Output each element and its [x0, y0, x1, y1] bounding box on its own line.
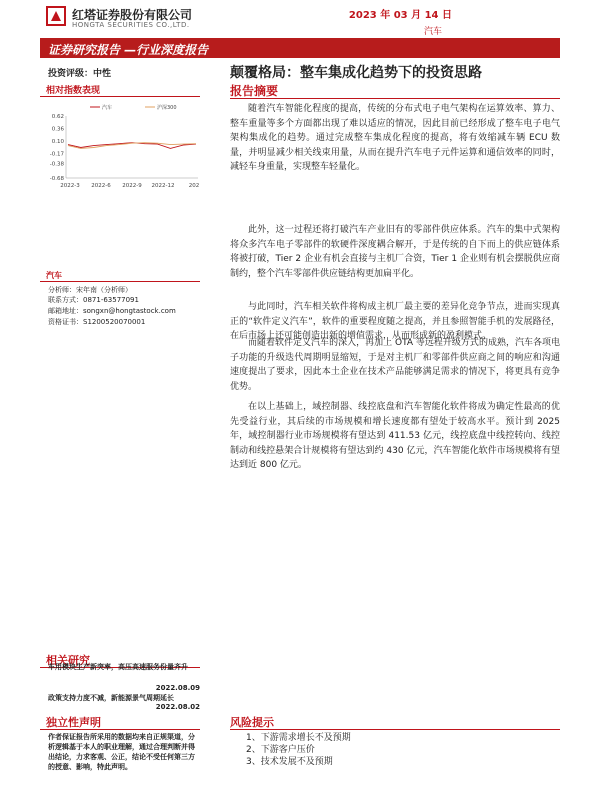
related-report-date: 2022.08.09: [155, 684, 200, 692]
summary-paragraph: 与此同时，汽车相关软件将构成主机厂最主要的差异化竞争节点，进而实现真正的“软件定义汽车”，软件的重要程度随之提高，并且参照智能手机的发展路径，在后市场上还可能创造出新的增值需求，从而形成新的盈利模式。: [230, 302, 560, 341]
report-title: 颠覆格局：整车集成化趋势下的投资思路: [230, 65, 482, 81]
divider: [230, 729, 560, 730]
legend-label: 汽车: [102, 105, 113, 111]
risk-item: 1、下游需求增长不及预期: [246, 733, 351, 743]
report-date: 2023 年 03 月 14 日: [348, 10, 452, 21]
divider: [40, 281, 200, 282]
analyst-email[interactable]: 邮箱地址：songxn@hongtastock.com: [48, 307, 176, 315]
summary-paragraph: 在以上基础上，域控制器、线控底盘和汽车智能化软件将成为确定性最高的优先受益行业，其后续的市场规模和增长速度都有望处于较高水平。预计到 2025 年，域控制器行业市场规模将有望达到 411.53 亿元，线控底盘中线控转向、线控制动和线控悬架合计规模将有望达到约 430 亿元，汽车智能化软件市场规模将有望达到近 800 亿元。: [230, 402, 560, 470]
y-tick-label: 0.62: [51, 114, 64, 120]
related-report-link[interactable]: 政策支持力度不减，新能源景气周期延长: [48, 694, 174, 702]
series-line-1: [68, 143, 196, 149]
divider: [230, 98, 560, 99]
banner-text: 证券研究报告 —行业深度报告: [48, 43, 209, 57]
related-report-date: 2022.08.02: [155, 703, 200, 711]
legend-label: 沪深300: [157, 105, 177, 111]
analyst-certificate: 资格证书：S1200520070001: [48, 318, 146, 326]
company-logo: [46, 6, 66, 26]
company-name: 红塔证券股份有限公司: [72, 8, 193, 22]
x-tick-label: 2022-9: [122, 183, 142, 189]
relative-index-title: 相对指数表现: [46, 86, 101, 96]
x-tick-label: 2022-6: [91, 183, 111, 189]
relative-index-chart: [40, 100, 202, 195]
x-tick-label: 202: [188, 183, 200, 189]
summary-heading: 报告摘要: [230, 84, 279, 98]
report-type-banner: [40, 38, 560, 58]
investment-rating: 投资评级：中性: [48, 69, 112, 79]
disclaimer-heading: 独立性声明: [46, 716, 101, 729]
summary-paragraph: 随着汽车智能化程度的提高，传统的分布式电子电气架构在运算效率、算力、整车重量等多个方面都出现了难以适应的情况，因此目前已经形成了整车电子电气架构集成化的趋势。通过完成整车集成化程度的提高，将有效缩减车辆 ECU 数量，并明显减少相关线束用量，从而在提升汽车电子元件运算和通信效率的同时，减轻车身重量，实现整车轻量化。: [230, 104, 560, 172]
divider: [40, 729, 200, 730]
analyst-phone: 联系方式：0871-63577091: [48, 296, 139, 304]
disclaimer-text: 作者保证报告所采用的数据均来自正规渠道，分析逻辑基于本人的职业理解，通过合理判断并得出结论，力求客观、公正，结论不受任何第三方的授意、影响，特此声明。: [48, 733, 195, 771]
header-sector: 汽车: [423, 27, 442, 37]
y-tick-label: 0.36: [51, 126, 64, 133]
summary-paragraph: 此外，这一过程还将打破汽车产业旧有的零部件供应体系。汽车的集中式架构将众多汽车电子零部件的软硬件深度耦合解开，于是传统的自下而上的供应链体系将被打破，Tier 2 企业有机会直接与主机厂合资，Tier 1 企业则有机会摆脱供应商制约，整个汽车零部件供应链结构更加扁平化。: [230, 225, 560, 279]
divider: [40, 96, 200, 97]
y-tick-label: -0.38: [49, 161, 64, 168]
x-tick-label: 2022-12: [151, 183, 175, 189]
summary-paragraph: 而随着软件定义汽车的深入，再加上 OTA 等远程升级方式的成熟，汽车各项电子功能的升级迭代周期明显缩短，于是对主机厂和零部件供应商之间的响应和沟通速度提出了要求，因此本土企业在技术产品能够满足需求的情况下，将更具有竞争优势。: [230, 338, 560, 392]
related-research-heading: 相关研究: [46, 654, 90, 667]
company-name-en: HONGTA SECURITIES CO.,LTD.: [72, 21, 190, 29]
risk-heading: 风险提示: [230, 716, 274, 729]
x-tick-label: 2022-3: [60, 183, 80, 189]
y-tick-label: -0.17: [49, 151, 64, 158]
related-report-link[interactable]: 车用模块生产新突率，高压高速服务份量齐升: [48, 663, 188, 671]
analyst-name: 分析师：宋年南（分析师）: [48, 286, 132, 294]
y-tick-label: 0.10: [51, 138, 64, 145]
risk-item: 3、技术发展不及预期: [246, 757, 333, 767]
sector-label: 汽车: [46, 271, 62, 280]
y-tick-label: -0.68: [49, 176, 64, 182]
risk-item: 2、下游客户压价: [246, 745, 315, 755]
